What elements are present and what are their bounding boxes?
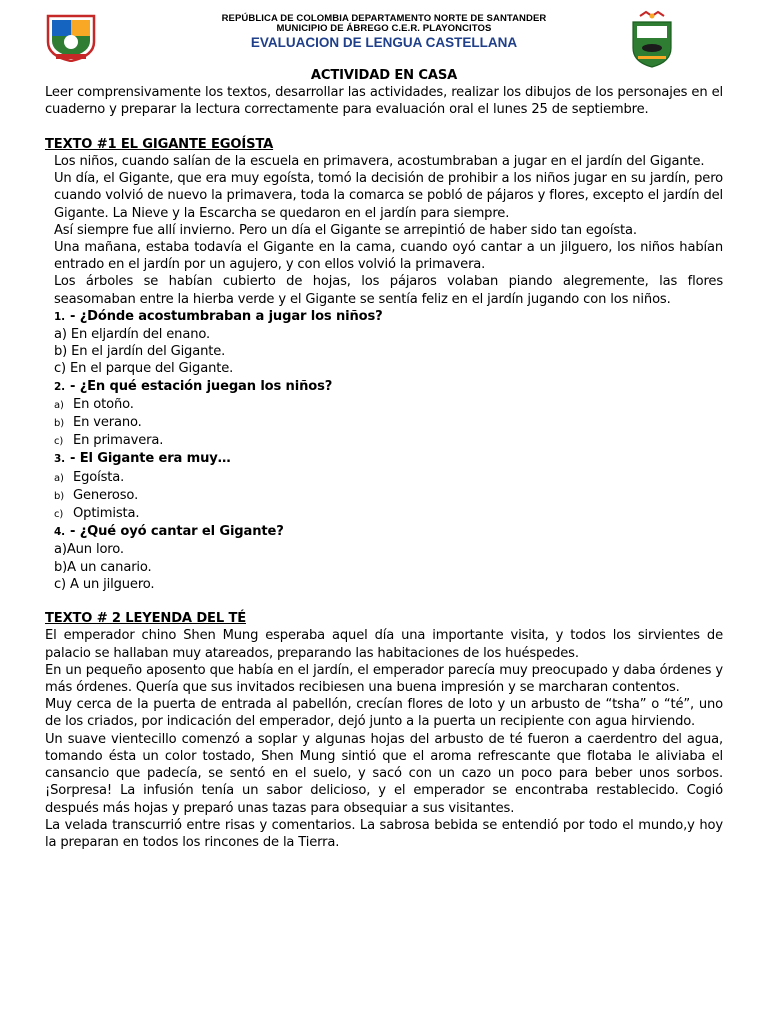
option-text: En otoño. bbox=[73, 396, 134, 412]
option-letter: b) bbox=[54, 344, 68, 360]
option-letter: b) bbox=[54, 559, 68, 575]
text2-paragraph: Un suave vientecillo comenzó a soplar y algunas hojas del arbusto de té fueron a caerdentro del agua, tomando ésta un color tostado, Shen Mung sintió que el aroma refrescante que flotaba le aliviaba el cansancio que padecía, se sentó en el suelo, y sacó con un cazo un poco para beber unos sorbos. ¡Sorpresa! La infusión tenía un sabor delicioso, y el emperador se encontraba restablecido. Cogió después más hojas y preparó unas tazas para obsequiar a sus visitantes. bbox=[45, 731, 723, 816]
question-4 bbox=[54, 523, 723, 541]
answer-option bbox=[54, 396, 723, 414]
question-3 bbox=[54, 450, 723, 468]
text2-paragraph: Muy cerca de la puerta de entrada al pabellón, crecían flores de loto y un arbusto de “tsha” o “té”, uno de los criados, por indicación del emperador, dejó junto a la puerta un recipiente con agua hirviendo. bbox=[45, 697, 723, 730]
answer-option bbox=[54, 487, 723, 505]
answer-option bbox=[54, 432, 723, 450]
option-text: En eljardín del enano. bbox=[70, 327, 210, 343]
answer-option bbox=[54, 360, 723, 377]
question-block bbox=[45, 308, 723, 593]
answer-option bbox=[54, 469, 723, 487]
answer-option bbox=[54, 414, 723, 432]
option-text: En verano. bbox=[73, 415, 142, 431]
option-letter: c) bbox=[54, 361, 67, 377]
question-number: 4. bbox=[54, 526, 65, 539]
option-letter: a) bbox=[54, 542, 67, 558]
question-2 bbox=[54, 378, 723, 396]
text1-paragraph: Una mañana, estaba todavía el Gigante en la cama, cuando oyó cantar a un jilguero, los niños habían entrado en el jardín por un agujero, y con ellos volvió la primavera. bbox=[54, 240, 723, 273]
text1-paragraph: Un día, el Gigante, que era muy egoísta, tomó la decisión de prohibir a los niños jugar en su jardín, pero cuando volvió de nuevo la primavera, toda la comarca se pobló de pájaros y flores, excepto el jardín del Gigante. La Nieve y la Escarcha se quedaron en el jardín para siempre. bbox=[54, 171, 723, 221]
document-header bbox=[0, 14, 768, 51]
option-text: En el parque del Gigante. bbox=[70, 361, 234, 377]
text2-paragraph: En un pequeño aposento que había en el jardín, el emperador parecía muy preocupado y daba órdenes y más órdenes. Quería que sus invitados recibiesen una buena impresión y se marcharan contentos. bbox=[45, 662, 723, 696]
header-municipality: MUNICIPIO DE ÁBREGO C.E.R. PLAYONCITOS bbox=[276, 23, 492, 34]
option-text: A un jilguero. bbox=[70, 576, 155, 592]
text2-paragraph: El emperador chino Shen Mung esperaba aquel día una importante visita, y todos los sirvientes de palacio se hallaban muy atareados, preparando las habitaciones de los huéspedes. bbox=[45, 628, 723, 661]
text1-paragraph: Los niños, cuando salían de la escuela en primavera, acostumbraban a jugar en el jardín del Gigante. bbox=[54, 154, 705, 169]
option-letter: a) bbox=[54, 327, 67, 343]
question-number: 3. bbox=[54, 453, 65, 466]
option-text: Optimista. bbox=[73, 506, 140, 522]
answer-option bbox=[54, 343, 723, 360]
answer-option bbox=[54, 576, 723, 593]
option-letter: c) bbox=[54, 509, 64, 521]
option-letter: b) bbox=[54, 418, 64, 430]
answer-option bbox=[54, 326, 723, 343]
text2-paragraph: La velada transcurrió entre risas y comentarios. La sabrosa bebida se entendió por todo el mundo,y hoy la preparan en todos los rincones de la Tierra. bbox=[45, 817, 723, 850]
option-text: A un canario. bbox=[67, 559, 152, 575]
question-text: - ¿Qué oyó cantar el Gigante? bbox=[70, 524, 284, 540]
answer-option bbox=[54, 559, 723, 576]
question-1 bbox=[54, 308, 723, 326]
answer-option bbox=[54, 541, 723, 558]
question-text: - ¿En qué estación juegan los niños? bbox=[70, 378, 333, 394]
answer-option bbox=[54, 505, 723, 523]
option-letter: c) bbox=[54, 576, 67, 592]
option-text: Aun loro. bbox=[66, 542, 124, 558]
option-text: Generoso. bbox=[73, 487, 139, 503]
question-number: 1. bbox=[54, 310, 65, 323]
text1-paragraph: Los árboles se habían cubierto de hojas, los pájaros volaban piando alegremente, las flores seasomaban entre la hierba verde y el Gigante se sentía feliz en el jardín jugando con los niños. bbox=[54, 274, 723, 307]
question-number: 2. bbox=[54, 380, 65, 393]
option-letter: a) bbox=[54, 399, 64, 411]
option-text: Egoísta. bbox=[73, 469, 125, 485]
question-text: - El Gigante era muy… bbox=[70, 451, 231, 467]
option-text: En primavera. bbox=[73, 433, 164, 449]
option-letter: b) bbox=[54, 490, 64, 502]
activity-instructions: Leer comprensivamente los textos, desarrollar las actividades, realizar los dibujos de los personajes en el cuaderno y preparar la lectura correctamente para evaluación oral el lunes 25 de septiembre. bbox=[45, 85, 723, 118]
activity-title: ACTIVIDAD EN CASA bbox=[310, 68, 458, 83]
document-body bbox=[45, 67, 723, 851]
option-letter: c) bbox=[54, 436, 64, 448]
question-text: - ¿Dónde acostumbraban a jugar los niños? bbox=[70, 308, 383, 324]
text1-paragraph: Así siempre fue allí invierno. Pero un día el Gigante se arrepintió de haber sido tan egoísta. bbox=[54, 222, 637, 238]
option-text: En el jardín del Gigante. bbox=[71, 344, 226, 360]
header-country-department: REPÚBLICA DE COLOMBIA DEPARTAMENTO NORTE DE SANTANDER bbox=[221, 13, 547, 24]
header-evaluation-title: EVALUACION DE LENGUA CASTELLANA bbox=[250, 35, 518, 50]
text1-title: TEXTO #1 EL GIGANTE EGOÍSTA bbox=[45, 136, 274, 152]
option-letter: a) bbox=[54, 472, 64, 484]
text2-title: TEXTO # 2 LEYENDA DEL TÉ bbox=[45, 611, 247, 627]
